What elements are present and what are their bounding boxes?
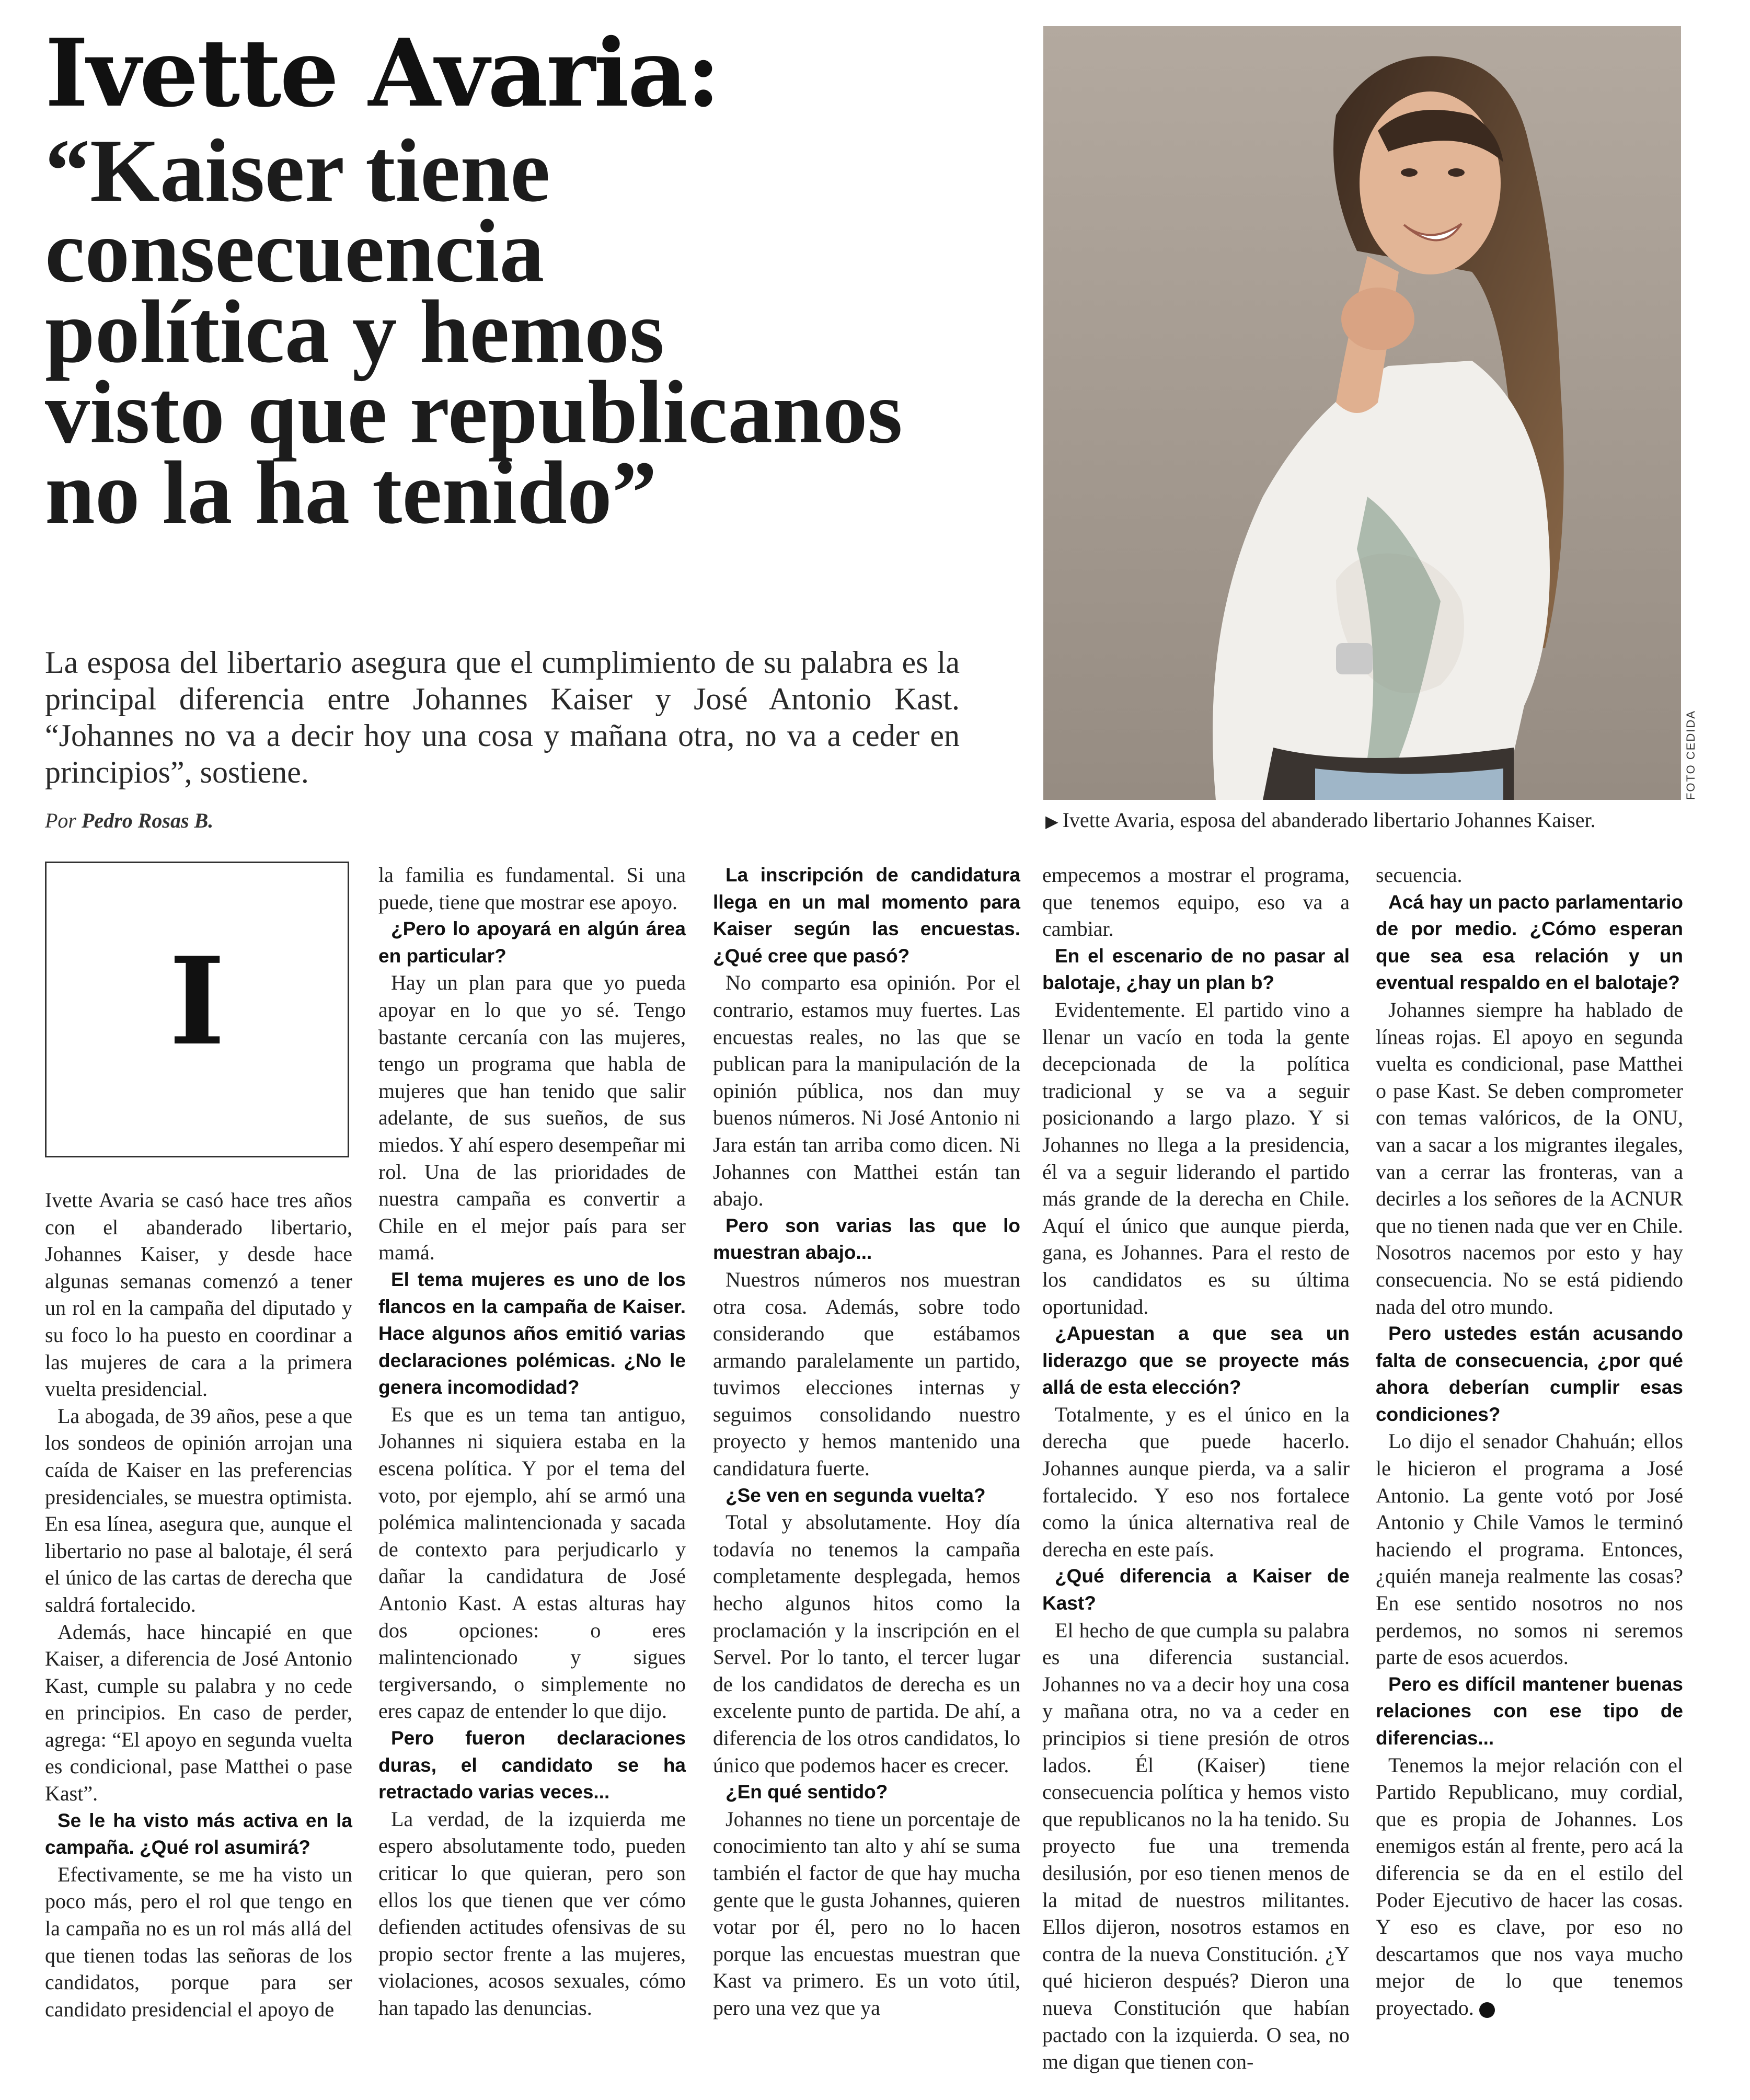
body-paragraph: La verdad, de la izquierda me espero absolutamente todo, pueden criticar lo que quieran, pero son ellos los que tienen que ver cómo defienden actitudes ofensivas de su propio sector frente a las mujeres, violaciones, acosos sexuales, cómo han tapado las denuncias. — [378, 1807, 686, 2019]
body-paragraph: Johannes no tiene un porcentaje de conocimiento tan alto y ahí se suma también el factor de que hay mucha gente que le gusta Johannes, quieren votar por él, pero no lo hacen porque las encuestas muestran que Kast va primero. Es un voto útil, pero una vez que ya — [713, 1807, 1020, 2019]
interview-question: ¿Apuestan a que sea un liderazgo que se proyecte más allá de esta elección? — [1042, 1323, 1350, 1398]
body-paragraph: Tenemos la mejor relación con el Partido Republicano, muy cordial, que es propia de Johannes. Los enemigos están al frente, pero acá la diferencia se da en el estilo del Poder Ejecutivo de hacer las cosas. Y eso es clave, por eso no descartamos que nos vaya mucho mejor de lo que tenemos proyectado. — [1376, 1753, 1683, 2019]
body-paragraph: Lo dijo el senador Chahuán; ellos le hicieron el programa a José Antonio. La gente votó por José Antonio y Chile Vamos le terminó haciendo el programa. Entonces, ¿quién maneja realmente las cosas? En ese sentido nosotros no nos perdemos, no somos ni seremos parte de esos acuerdos. — [1376, 1429, 1683, 1669]
interview-question: ¿Se ven en segunda vuelta? — [726, 1484, 986, 1506]
article-column-2 — [378, 862, 686, 2085]
portrait-illustration — [1043, 26, 1681, 800]
photo-credit: FOTO CEDIDA — [1684, 710, 1697, 800]
body-paragraph: Total y absolutamente. Hoy día todavía no tenemos la campaña completamente desplegada, hemos hecho algunos hitos como la proclamación y la inscripción en el Servel. Por lo tanto, el tercer lugar de los candidatos de derecha es un excelente punto de partida. De ahí, a diferencia de los otros candidatos, lo único que podemos hacer es crecer. — [713, 1510, 1020, 1777]
interview-question: Pero es difícil mantener buenas relaciones con ese tipo de diferencias... — [1376, 1673, 1683, 1749]
headline-quote — [45, 121, 1038, 543]
headline-quote-line: consecuencia — [45, 202, 545, 301]
body-paragraph: Ivette Avaria se casó hace tres años con el abanderado libertario, Johannes Kaiser, y desde hace algunas semanas comenzó a tener un rol en la campaña del diputado y su foco lo ha puesto en coordinar a las mujeres de cara a la primera vuelta presidencial. — [45, 1188, 352, 1401]
caption-arrow-icon: ▶ — [1045, 812, 1058, 831]
headline-quote-line: “Kaiser tiene — [45, 121, 550, 221]
byline-label: Por — [45, 809, 76, 832]
body-paragraph: Johannes siempre ha hablado de líneas rojas. El apoyo en segunda vuelta es condicional, pase Matthei o pase Kast. Se deben comprometer con temas valóricos, de la ONU, van a sacar a los migrantes ilegales, van a cerrar las fronteras, van a decirles a los señores de la ACNUR que no tienen nada que ver en Chile. Nosotros nacemos por esto y hay consecuencia. No se está pidiendo nada del otro mundo. — [1376, 997, 1683, 1318]
article-column-4 — [1042, 862, 1350, 2085]
left-eye — [1401, 168, 1418, 177]
interview-question: Pero fueron declaraciones duras, el candidato se ha retractado varias veces... — [378, 1727, 686, 1803]
body-paragraph: Además, hace hincapié en que Kaiser, a diferencia de José Antonio Kast, cumple su palabra y no cede en principios. En caso de perder, agrega: “El apoyo en segunda vuelta es condicional, pase Matthei o pase Kast”. — [45, 1620, 352, 1806]
deck-summary: La esposa del libertario asegura que el cumplimiento de su palabra es la principal diferencia entre Johannes Kaiser y José Antonio Kast. “Johannes no va a decir hoy una cosa y mañana otra, no va a ceder en principios”, sostiene. — [45, 645, 960, 789]
right-eye — [1448, 168, 1465, 177]
body-paragraph: No comparto esa opinión. Por el contrario, estamos muy fuertes. Las encuestas reales, no las que se publican para la manipulación de la opinión pública, nos dan muy buenos números. Ni José Antonio ni Jara están tan arriba como dicen. Ni Johannes con Matthei están tan abajo. — [713, 971, 1020, 1211]
body-paragraph: Nuestros números nos muestran otra cosa. Además, sobre todo considerando que estábamos armando paralelamente un partido, tuvimos elecciones internas y seguimos consolidando nuestro proyecto y hemos mantenido una candidatura fuerte. — [713, 1267, 1020, 1481]
interview-question: Se le ha visto más activa en la campaña. ¿Qué rol asumirá? — [45, 1809, 352, 1858]
body-paragraph: secuencia. — [1376, 863, 1463, 887]
article-column-3 — [713, 862, 1020, 2085]
body-paragraph: Es que es un tema tan antiguo, Johannes ni siquiera estaba en la escena política. Y por el tema del voto, por ejemplo, ahí se armó una polémica malintencionada y sacada de contexto para perjudicarlo y dañar la candidatura de José Antonio Kast. A estas alturas hay dos opciones: o eres malintencionado y sigues tergiversando, o simplemente no eres capaz de entender lo que dijo. — [378, 1402, 686, 1723]
article-column-5 — [1376, 862, 1683, 2085]
body-paragraph: la familia es fundamental. Si una puede, tiene que mostrar ese apoyo. — [378, 863, 686, 914]
byline-author: Pedro Rosas B. — [82, 809, 214, 832]
end-mark-icon — [1479, 2002, 1495, 2018]
interview-question: ¿En qué sentido? — [726, 1781, 888, 1803]
body-paragraph: Totalmente, y es el único en la derecha que puede hacerlo. Johannes aunque pierda, va a salir fortalecido. Y eso nos fortalece como la única alternativa real de derecha en este país. — [1042, 1402, 1350, 1561]
headline-quote-line: no la ha tenido” — [45, 443, 657, 543]
interview-question: ¿Pero lo apoyará en algún área en particular? — [378, 918, 686, 967]
body-paragraph: empecemos a mostrar el programa, que tenemos equipo, eso va a cambiar. — [1042, 863, 1350, 941]
interview-question: Pero son varias las que lo muestran abajo... — [713, 1214, 1020, 1264]
headline-quote-line: visto que republicanos — [45, 363, 903, 462]
byline — [45, 808, 213, 833]
photo-caption — [1045, 808, 1688, 832]
interview-question: El tema mujeres es uno de los flancos en la campaña de Kaiser. Hace algunos años emitió varias declaraciones polémicas. ¿No le genera incomodidad? — [378, 1268, 686, 1398]
dropcap-box — [45, 862, 349, 1157]
hand — [1341, 288, 1414, 350]
caption-text: Ivette Avaria, esposa del abanderado libertario Johannes Kaiser. — [1062, 808, 1596, 832]
headline-name: Ivette Avaria: — [45, 18, 719, 128]
body-paragraph: Efectivamente, se me ha visto un poco más, pero el rol que tengo en la campaña no es un rol más allá del que tienen todas las señoras de los candidatos, porque para ser candidato presidencial el apoyo de — [45, 1862, 352, 2021]
interview-question: Acá hay un pacto parlamentario de por medio. ¿Cómo esperan que sea esa relación y un eventual respaldo en el balotaje? — [1376, 891, 1683, 994]
interview-question: La inscripción de candidatura llega en un mal momento para Kaiser según las encuestas. ¿Qué cree que pasó? — [713, 864, 1020, 967]
body-paragraph: El hecho de que cumpla su palabra es una diferencia sustancial. Johannes no va a decir hoy una cosa y mañana otra, no va a ceder en principios si tiene presión de otros lados. Él (Kaiser) tiene consecuencia política y hemos visto que republicanos no la ha tenido. Su proyecto fue una tremenda desilusión, por eso tienen menos de la mitad de nuestros militantes. Ellos dijeron, nosotros estamos en contra de la nueva Constitución. ¿Y qué hicieron después? Dieron una nueva Constitución que habían pactado con la izquierda. O sea, no me digan que tienen con- — [1042, 1618, 1350, 2074]
interview-question: ¿Qué diferencia a Kaiser de Kast? — [1042, 1565, 1350, 1614]
portrait-photo — [1043, 26, 1681, 800]
interview-question: Pero ustedes están acusando falta de consecuencia, ¿por qué ahora deberían cumplir esas condiciones? — [1376, 1323, 1683, 1425]
dropcap-letter: I — [169, 931, 225, 1072]
article-column-1 — [45, 862, 352, 2085]
interview-question: En el escenario de no pasar al balotaje, ¿hay un plan b? — [1042, 945, 1350, 994]
body-paragraph: La abogada, de 39 años, pese a que los sondeos de opinión arrojan una caída de Kaiser en las preferencias presidenciales, se muestra optimista. En esa línea, asegura que, aunque el libertario no pase al balotaje, él será el único de las cartas de derecha que saldrá fortalecido. — [45, 1404, 352, 1616]
body-paragraph: Evidentemente. El partido vino a llenar un vacío en toda la gente decepcionada de la política tradicional y se va a seguir posicionando a largo plazo. Y si Johannes no llega a la presidencia, él va a seguir liderando el partido más grande de la derecha en Chile. Aquí el único que aunque pierda, gana, es Johannes. Para el resto de los candidatos es su última oportunidad. — [1042, 997, 1350, 1318]
headline-quote-line: política y hemos — [45, 282, 664, 382]
body-paragraph: Hay un plan para que yo pueda apoyar en lo que yo sé. Tengo bastante cercanía con las mujeres, tengo un programa que habla de mujeres que han tenido que salir adelante, de sus sueños, de sus miedos. Y ahí espero desempeñar mi rol. Una de las prioridades de nuestra campaña es convertir a Chile en el mejor país para ser mamá. — [378, 971, 686, 1265]
bracelet — [1336, 643, 1373, 674]
